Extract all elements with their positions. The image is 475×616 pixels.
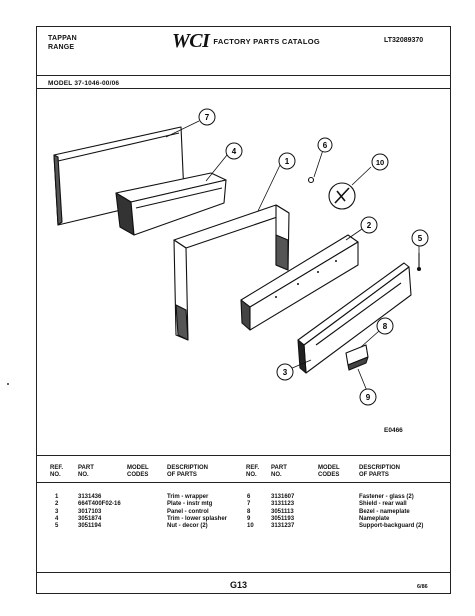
header-ref-no-left: REF. NO. xyxy=(50,465,64,478)
callout-9-label: 9 xyxy=(365,393,371,402)
callout-6 xyxy=(318,138,332,152)
callout-6-label: 6 xyxy=(322,141,328,150)
page-number: G13 xyxy=(230,580,248,590)
ref-column-right xyxy=(247,494,254,530)
table-cell: 3131237 xyxy=(271,523,295,530)
callout-5-label: 5 xyxy=(417,234,423,243)
part-9-nameplate xyxy=(346,345,368,370)
table-cell: 10 xyxy=(247,523,254,530)
callout-2-label: 2 xyxy=(366,221,372,230)
exploded-parts-diagram xyxy=(36,85,451,445)
callout-1 xyxy=(279,153,295,169)
brand-line-2: RANGE xyxy=(48,44,75,51)
callout-7 xyxy=(199,109,215,125)
header-part-no-right: PART NO. xyxy=(271,465,287,478)
revision-date: 6/86 xyxy=(417,584,428,590)
table-cell: 6 xyxy=(247,494,251,500)
table-cell: 664T400F02-16 xyxy=(78,501,121,508)
part-1-wrapper-trim xyxy=(174,205,289,340)
table-cell: 1 xyxy=(55,494,59,500)
callout-8 xyxy=(377,318,393,334)
table-cell: 3 xyxy=(55,508,59,515)
wci-logo: WCI xyxy=(172,30,210,52)
table-cell: Nut - decor (2) xyxy=(167,523,208,530)
table-cell: Plate - instr mtg xyxy=(167,501,213,508)
header-rule xyxy=(36,75,451,76)
table-cell: 3131436 xyxy=(78,494,102,500)
callout-10 xyxy=(372,154,388,170)
header-part-no-left: PART NO. xyxy=(78,465,94,478)
callout-7-label: 7 xyxy=(204,113,210,122)
header-model-codes-left: MODEL CODES xyxy=(127,465,149,478)
table-cell: Bezel - nameplate xyxy=(359,508,410,515)
table-cell: 4 xyxy=(55,515,59,522)
table-cell: 3051113 xyxy=(271,508,294,515)
table-cell: Trim - wrapper xyxy=(167,494,209,500)
table-cell: 9 xyxy=(247,515,251,522)
model-line: MODEL 37-1046-00/06 xyxy=(48,80,120,87)
callout-1-label: 1 xyxy=(284,157,290,166)
scan-speck xyxy=(7,383,9,385)
catalog-header xyxy=(172,30,320,53)
table-cell: Nameplate xyxy=(359,515,390,522)
header-ref-no-right: REF. NO. xyxy=(246,465,260,478)
table-cell: 2 xyxy=(55,501,59,508)
table-cell: 5 xyxy=(55,523,59,530)
table-cell: 3131123 xyxy=(271,501,295,508)
header-description-right: DESCRIPTION OF PARTS xyxy=(359,465,401,478)
brand-block xyxy=(48,34,77,52)
table-top-rule xyxy=(36,455,451,456)
table-cell: Fastener - glass (2) xyxy=(359,494,414,500)
table-cell: 3017103 xyxy=(78,508,102,515)
callout-3-label: 3 xyxy=(282,368,288,377)
callout-2 xyxy=(361,217,377,233)
table-cell: Panel - control xyxy=(167,508,209,515)
callout-5 xyxy=(412,230,428,246)
table-cell: 3051193 xyxy=(271,515,295,522)
part-10-backguard-support xyxy=(329,183,355,209)
diagram-code: E0466 xyxy=(384,427,403,434)
catalog-title: FACTORY PARTS CATALOG xyxy=(213,37,320,46)
table-header-rule xyxy=(36,482,451,483)
ref-column-left xyxy=(55,494,58,530)
part-5-decor-nut xyxy=(418,253,421,271)
callout-8-label: 8 xyxy=(382,322,388,331)
header-description-left: DESCRIPTION OF PARTS xyxy=(167,465,209,478)
callout-3 xyxy=(277,364,293,380)
table-cell: Support-backguard (2) xyxy=(359,523,424,530)
description-column-left xyxy=(167,494,227,530)
callout-9 xyxy=(360,389,376,405)
table-cell: 3051194 xyxy=(78,523,102,530)
table-cell: 7 xyxy=(247,501,251,508)
table-cell: 8 xyxy=(247,508,251,515)
callout-4 xyxy=(226,143,242,159)
table-cell: Trim - lower splasher xyxy=(167,515,228,522)
part-column-left xyxy=(78,494,121,530)
table-cell: Shield - rear wall xyxy=(359,501,407,508)
table-cell: 3051874 xyxy=(78,515,102,522)
part-6-fastener xyxy=(309,178,314,183)
header-model-codes-right: MODEL CODES xyxy=(318,465,340,478)
brand-line-1: TAPPAN xyxy=(48,35,77,42)
part-column-right xyxy=(271,494,294,530)
callout-10-label: 10 xyxy=(375,158,385,167)
footer-rule xyxy=(36,572,451,573)
callout-4-label: 4 xyxy=(231,147,237,156)
catalog-number: LT32089370 xyxy=(384,37,424,44)
table-cell: 3131607 xyxy=(271,494,295,500)
description-column-right xyxy=(359,494,423,530)
